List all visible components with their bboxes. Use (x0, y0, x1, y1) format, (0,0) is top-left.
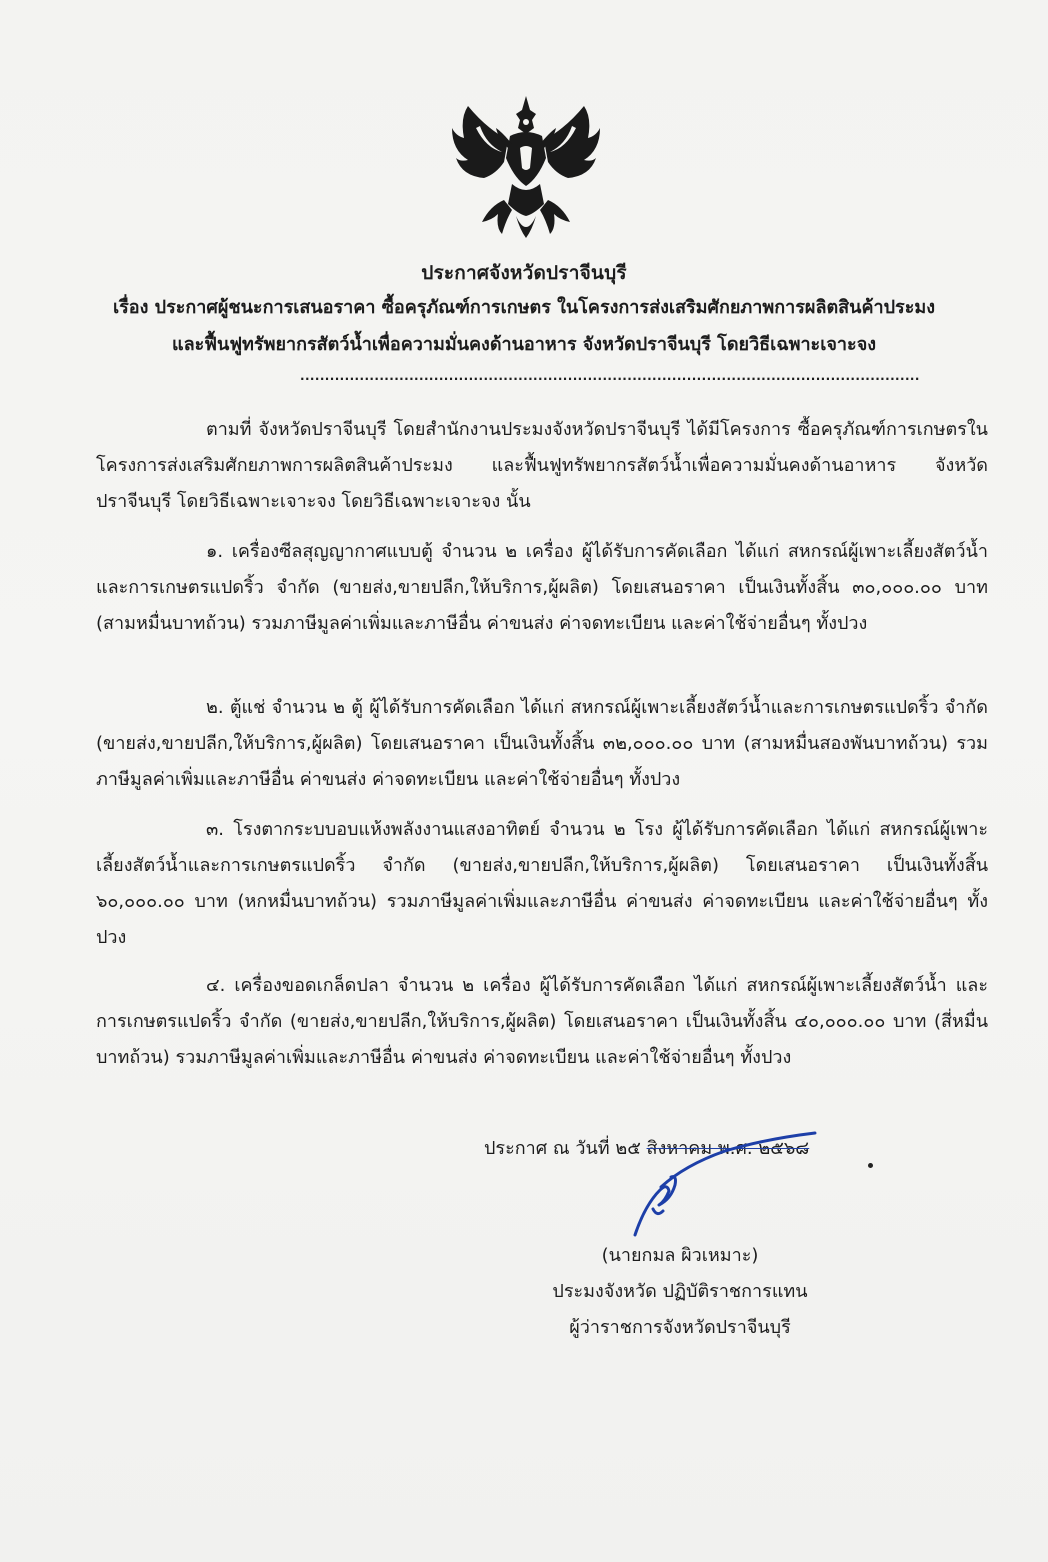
garuda-emblem-icon (446, 88, 606, 248)
item-1-paragraph: ๑. เครื่องซีลสุญญากาศแบบตู้ จำนวน ๒ เครื่อง ผู้ได้รับการคัดเลือก ได้แก่ สหกรณ์ผู้เพาะเลี้ยงสัตว์น้ำและการเกษตรแปดริ้ว จำกัด (ขายส่ง,ขายปลีก,ให้บริการ,ผู้ผลิต) โดยเสนอราคา เป็นเงินทั้งสิ้น ๓๐,๐๐๐.๐๐ บาท (สามหมื่นบาทถ้วน) รวมภาษีมูลค่าเพิ่มและภาษีอื่น ค่าขนส่ง ค่าจดทะเบียน และค่าใช้จ่ายอื่นๆ ทั้งปวง (96, 541, 988, 634)
signer-position-2: ผู้ว่าราชการจังหวัดปราจีนบุรี (569, 1317, 791, 1338)
subject-line-1: เรื่อง ประกาศผู้ชนะการเสนอราคา ซื้อครุภัณฑ์การเกษตร ในโครงการส่งเสริมศักยภาพการผลิตสินค้าประมง (112, 297, 936, 318)
item-3-paragraph: ๓. โรงตากระบบอบแห้งพลังงานแสงอาทิตย์ จำนวน ๒ โรง ผู้ได้รับการคัดเลือก ได้แก่ สหกรณ์ผู้เพาะเลี้ยงสัตว์น้ำและการเกษตรแปดริ้ว จำกัด (ขายส่ง,ขายปลีก,ให้บริการ,ผู้ผลิต) โดยเสนอราคา เป็นเงินทั้งสิ้น ๖๐,๐๐๐.๐๐ บาท (หกหมื่นบาทถ้วน) รวมภาษีมูลค่าเพิ่มและภาษีอื่น ค่าขนส่ง ค่าจดทะเบียน และค่าใช้จ่ายอื่นๆ ทั้งปวง (96, 819, 988, 948)
date-month-year: สิงหาคม พ.ศ. ๒๕๖๘ (646, 1138, 810, 1159)
intro-paragraph: ตามที่ จังหวัดปราจีนบุรี โดยสำนักงานประมงจังหวัดปราจีนบุรี ได้มีโครงการ ซื้อครุภัณฑ์การเกษตรในโครงการส่งเสริมศักยภาพการผลิตสินค้าประมง และฟื้นฟูทรัพยากรสัตว์น้ำเพื่อความมั่นคงด้านอาหาร จังหวัดปราจีนบุรี โดยวิธีเฉพาะเจาะจง โดยวิธีเฉพาะเจาะจง นั้น (96, 419, 988, 512)
signer-position-1: ประมงจังหวัด ปฏิบัติราชการแทน (552, 1281, 808, 1302)
ink-dot (868, 1163, 873, 1168)
item-4-paragraph: ๔. เครื่องขอดเกล็ดปลา จำนวน ๒ เครื่อง ผู้ได้รับการคัดเลือก ได้แก่ สหกรณ์ผู้เพาะเลี้ยงสัตว์น้ำ และการเกษตรแปดริ้ว จำกัด (ขายส่ง,ขายปลีก,ให้บริการ,ผู้ผลิต) โดยเสนอราคา เป็นเงินทั้งสิ้น ๔๐,๐๐๐.๐๐ บาท (สี่หมื่นบาทถ้วน) รวมภาษีมูลค่าเพิ่มและภาษีอื่น ค่าขนส่ง ค่าจดทะเบียน และค่าใช้จ่ายอื่นๆ ทั้งปวง (96, 975, 988, 1068)
handwritten-signature-icon (615, 1125, 845, 1255)
item-2-paragraph: ๒. ตู้แช่ จำนวน ๒ ตู้ ผู้ได้รับการคัดเลือก ได้แก่ สหกรณ์ผู้เพาะเลี้ยงสัตว์น้ำและการเกษตรแปดริ้ว จำกัด (ขายส่ง,ขายปลีก,ให้บริการ,ผู้ผลิต) โดยเสนอราคา เป็นเงินทั้งสิ้น ๓๒,๐๐๐.๐๐ บาท (สามหมื่นสองพันบาทถ้วน) รวมภาษีมูลค่าเพิ่มและภาษีอื่น ค่าขนส่ง ค่าจดทะเบียน และค่าใช้จ่ายอื่นๆ ทั้งปวง (96, 697, 988, 790)
subject-line-2: และฟื้นฟูทรัพยากรสัตว์น้ำเพื่อความมั่นคงด้านอาหาร จังหวัดปราจีนบุรี โดยวิธีเฉพาะเจาะจง (171, 334, 877, 355)
date-prefix: ประกาศ ณ วันที่ ๒๕ (484, 1138, 647, 1159)
separator-dots: ............................................................................................................................. (300, 369, 920, 383)
signer-name: (นายกมล ผิวเหมาะ) (601, 1245, 759, 1266)
document-title: ประกาศจังหวัดปราจีนบุรี (421, 262, 627, 284)
